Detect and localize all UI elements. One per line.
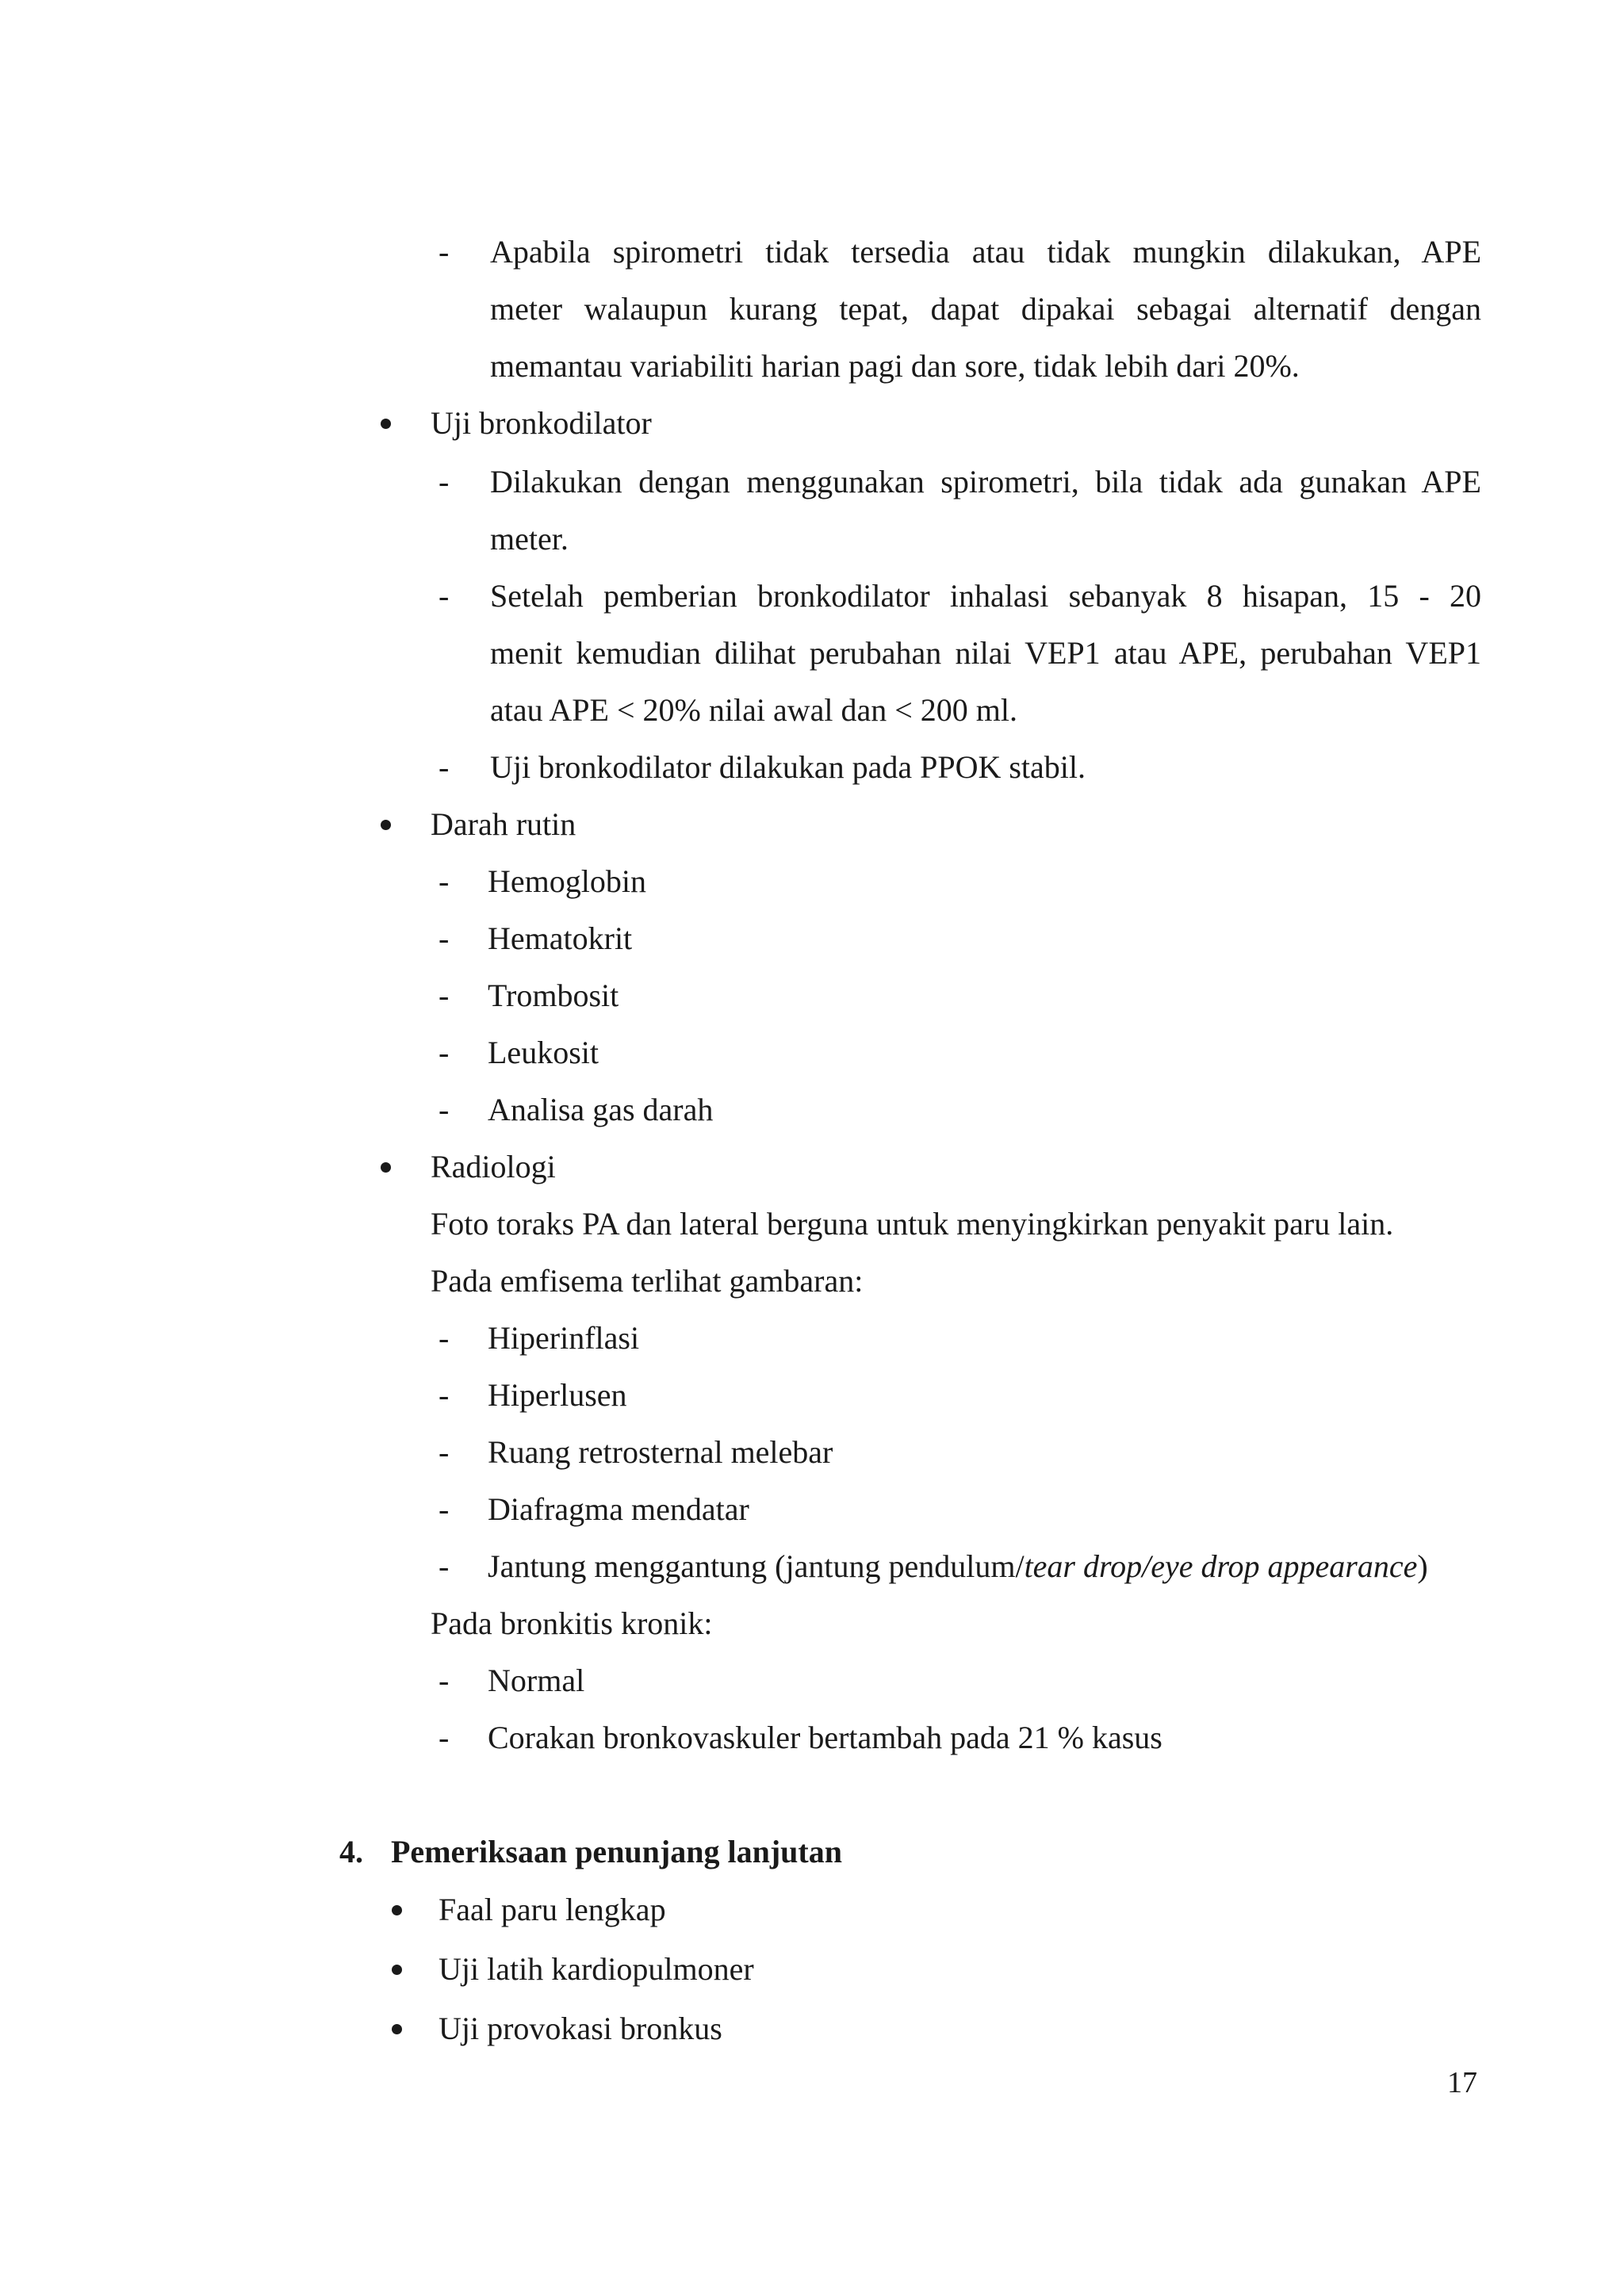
list-dash: - (439, 234, 450, 270)
list-dash: - (439, 1548, 450, 1584)
paragraph-line: Uji bronkodilator dilakukan pada PPOK stabil. (490, 749, 1086, 785)
italic-term: tear drop/eye drop appearance (1024, 1548, 1418, 1584)
page-number: 17 (1447, 2066, 1477, 2099)
list-item (488, 1548, 1428, 1586)
paragraph-line: memantau variabiliti harian pagi dan sore, tidak lebih dari 20%. (490, 348, 1300, 384)
bullet-icon (392, 1965, 402, 1975)
list-item: Leukosit (488, 1035, 599, 1070)
list-dash: - (439, 920, 450, 956)
list-item: Faal paru lengkap (439, 1892, 666, 1927)
list-item: Uji provokasi bronkus (439, 2011, 722, 2046)
list-dash: - (439, 749, 450, 785)
list-heading: Darah rutin (431, 806, 576, 842)
paragraph-line: Foto toraks PA dan lateral berguna untuk menyingkirkan penyakit paru lain. (431, 1206, 1394, 1242)
list-item: Hiperinflasi (488, 1320, 640, 1356)
item-text: Jantung menggantung (jantung pendulum/ (488, 1548, 1025, 1584)
list-dash: - (439, 1035, 450, 1070)
paragraph-line: meter walaupun kurang tepat, dapat dipakai sebagai alternatif dengan (490, 291, 1481, 327)
list-dash: - (439, 464, 450, 499)
list-dash: - (439, 863, 450, 899)
list-dash: - (439, 1434, 450, 1470)
list-item: Ruang retrosternal melebar (488, 1434, 833, 1470)
bullet-icon (381, 419, 391, 429)
list-dash: - (439, 578, 450, 614)
sub-heading: Pada bronkitis kronik: (431, 1605, 713, 1641)
list-item: Analisa gas darah (488, 1092, 714, 1127)
list-dash: - (439, 1320, 450, 1356)
paragraph-line: atau APE < 20% nilai awal dan < 200 ml. (490, 692, 1017, 728)
list-dash: - (439, 1377, 450, 1413)
list-item: Normal (488, 1663, 585, 1698)
bullet-icon (392, 1905, 402, 1915)
list-item: Hiperlusen (488, 1377, 627, 1413)
list-item: Diafragma mendatar (488, 1491, 749, 1527)
list-dash: - (439, 1092, 450, 1127)
paragraph-line: Apabila spirometri tidak tersedia atau tidak mungkin dilakukan, APE (490, 234, 1481, 270)
list-dash: - (439, 1663, 450, 1698)
bullet-icon (381, 820, 391, 830)
list-item: Corakan bronkovaskuler bertambah pada 21 % kasus (488, 1720, 1162, 1755)
list-item: Hemoglobin (488, 863, 646, 899)
list-dash: - (439, 1720, 450, 1755)
list-dash: - (439, 1491, 450, 1527)
bullet-icon (392, 2024, 402, 2034)
bullet-icon (381, 1162, 391, 1173)
item-text: ) (1417, 1548, 1428, 1584)
sub-heading: Pada emfisema terlihat gambaran: (431, 1263, 864, 1299)
list-item: Trombosit (488, 978, 619, 1013)
section-number: 4. (339, 1834, 363, 1869)
list-dash: - (439, 978, 450, 1013)
paragraph-line: menit kemudian dilihat perubahan nilai VEP1 atau APE, perubahan VEP1 (490, 635, 1481, 671)
paragraph-line: Setelah pemberian bronkodilator inhalasi sebanyak 8 hisapan, 15 - 20 (490, 578, 1481, 614)
list-item: Hematokrit (488, 920, 633, 956)
list-heading: Uji bronkodilator (431, 405, 652, 441)
section-title: Pemeriksaan penunjang lanjutan (391, 1834, 842, 1869)
list-item: Uji latih kardiopulmoner (439, 1951, 754, 1987)
list-heading: Radiologi (431, 1149, 556, 1184)
paragraph-line: Dilakukan dengan menggunakan spirometri, bila tidak ada gunakan APE (490, 464, 1481, 499)
paragraph-line: meter. (490, 521, 569, 557)
